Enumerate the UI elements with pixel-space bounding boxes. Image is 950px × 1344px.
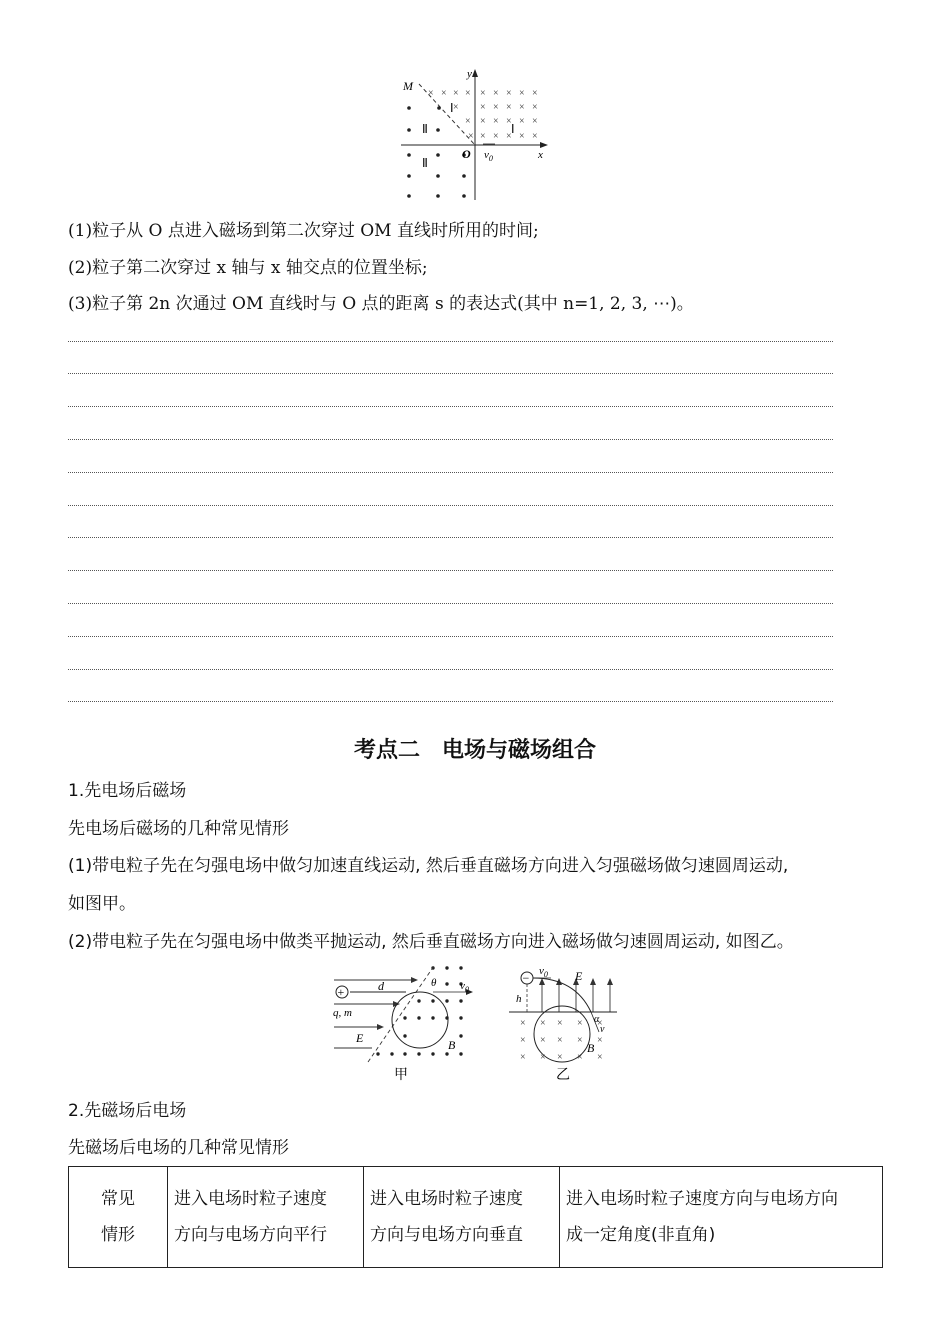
question-2: (2)粒子第二次穿过 x 轴与 x 轴交点的位置坐标; [68,258,428,278]
table-cell-perpendicular [364,1167,560,1268]
svg-text:×: × [540,1018,546,1029]
answer-line [68,669,833,670]
jia-label-theta: θ [431,977,437,989]
jia-caption: 甲 [394,1068,408,1083]
label-m: M [403,79,413,93]
svg-text:×: × [468,131,474,142]
label-region-1b: Ⅰ [511,122,515,136]
svg-text:×: × [506,131,512,142]
part1-item2: (2)带电粒子先在匀强电场中做类平抛运动, 然后垂直磁场方向进入磁场做匀速圆周运动, 如图乙。 [68,932,794,952]
table-header-line2: 情形 [101,1225,135,1245]
svg-text:×: × [519,131,525,142]
label-region-1a: Ⅰ [450,101,454,115]
svg-text:×: × [480,131,486,142]
answer-line [68,472,833,473]
jia-label-v0: $v_0$ [460,980,469,994]
svg-text:×: × [506,102,512,113]
svg-text:×: × [506,88,512,99]
svg-text:×: × [532,116,538,127]
svg-text:×: × [519,102,525,113]
yi-label-e: E [575,969,583,983]
yi-label-alpha: α [594,1014,600,1025]
jia-label-e: E [356,1031,364,1045]
svg-text:×: × [577,1018,583,1029]
svg-text:×: × [520,1052,526,1063]
svg-text:×: × [597,1052,603,1063]
answer-line [68,570,833,571]
table-cell-line: 方向与电场方向平行 [174,1225,327,1245]
answer-line [68,537,833,538]
svg-text:×: × [453,102,459,113]
svg-text:×: × [480,102,486,113]
svg-text:×: × [465,88,471,99]
answer-line [68,603,833,604]
svg-text:×: × [453,88,459,99]
svg-text:×: × [597,1035,603,1046]
svg-text:×: × [532,88,538,99]
part2-heading: 2.先磁场后电场 [68,1101,187,1121]
yi-label-b: B [587,1041,595,1055]
cases-table [68,1166,883,1268]
yi-label-v0: $v_0$ [539,965,548,979]
yi-label-v: v [600,1024,605,1035]
part2-subheading: 先磁场后电场的几种常见情形 [68,1138,289,1158]
svg-text:×: × [519,88,525,99]
svg-text:×: × [577,1052,583,1063]
yi-label-h: h [516,993,522,1005]
question-3: (3)粒子第 2n 次通过 OM 直线时与 O 点的距离 s 的表达式(其中 n=1, 2, 3, ⋯)。 [68,294,694,314]
svg-text:×: × [532,131,538,142]
svg-text:×: × [493,88,499,99]
label-o: O [462,147,471,161]
jia-label-d: d [378,979,384,993]
svg-text:×: × [557,1018,563,1029]
magnetic-field-figure [395,66,555,202]
svg-text:×: × [597,1018,603,1029]
y-axis-arrow [472,69,478,77]
svg-text:×: × [540,1035,546,1046]
answer-line [68,406,833,407]
svg-text:×: × [557,1052,563,1063]
svg-text:×: × [540,1052,546,1063]
svg-text:×: × [577,1035,583,1046]
table-cell-line: 进入电场时粒子速度 [370,1189,523,1209]
label-region-2a: Ⅱ [422,122,428,136]
x-axis-arrow [540,142,548,148]
table-cell-line: 进入电场时粒子速度 [174,1189,327,1209]
section-title: 考点二 电场与磁场组合 [353,738,596,763]
answer-line [68,439,833,440]
field-dots [407,106,466,198]
label-y: y [467,68,472,80]
table-row [69,1167,883,1268]
part1-heading: 1.先电场后磁场 [68,781,187,801]
svg-text:×: × [532,102,538,113]
svg-text:×: × [441,88,447,99]
svg-text:×: × [520,1035,526,1046]
svg-text:×: × [428,88,434,99]
table-cell-line: 方向与电场方向垂直 [370,1225,523,1245]
answer-line [68,373,833,374]
svg-text:×: × [480,116,486,127]
table-cell-line: 进入电场时粒子速度方向与电场方向 [566,1189,838,1209]
svg-text:×: × [493,102,499,113]
svg-text:×: × [480,88,486,99]
yi-caption: 乙 [556,1068,570,1083]
svg-text:×: × [506,116,512,127]
part1-item1-line2: 如图甲。 [68,894,136,914]
svg-text:×: × [493,116,499,127]
svg-text:×: × [465,116,471,127]
table-cell-line: 成一定角度(非直角) [566,1225,716,1245]
jia-label-plus: + [337,985,345,999]
answer-line [68,341,833,342]
svg-text:×: × [493,131,499,142]
answer-line [68,701,833,702]
label-x: x [538,149,543,161]
question-1: (1)粒子从 O 点进入磁场到第二次穿过 OM 直线时所用的时间; [68,221,539,241]
svg-text:×: × [519,116,525,127]
table-header-line1: 常见 [101,1189,135,1209]
answer-line [68,505,833,506]
table-header-cell [69,1167,168,1268]
svg-text:×: × [520,1018,526,1029]
figure-jia [330,962,480,1084]
table-cell-angle [560,1167,883,1268]
yi-label-minus: − [522,971,530,985]
table-cell-parallel [168,1167,364,1268]
field-crosses [428,88,538,142]
answer-line [68,636,833,637]
label-v0: $v_0$ [484,149,493,163]
jia-label-qm: q, m [333,1007,352,1019]
svg-text:×: × [557,1035,563,1046]
label-region-2b: Ⅱ [422,156,428,170]
jia-label-b: B [448,1038,456,1052]
figure-yi [505,962,625,1084]
part1-item1-line1: (1)带电粒子先在匀强电场中做匀加速直线运动, 然后垂直磁场方向进入匀强磁场做匀速圆周运动, [68,856,789,876]
part1-subheading: 先电场后磁场的几种常见情形 [68,819,289,839]
